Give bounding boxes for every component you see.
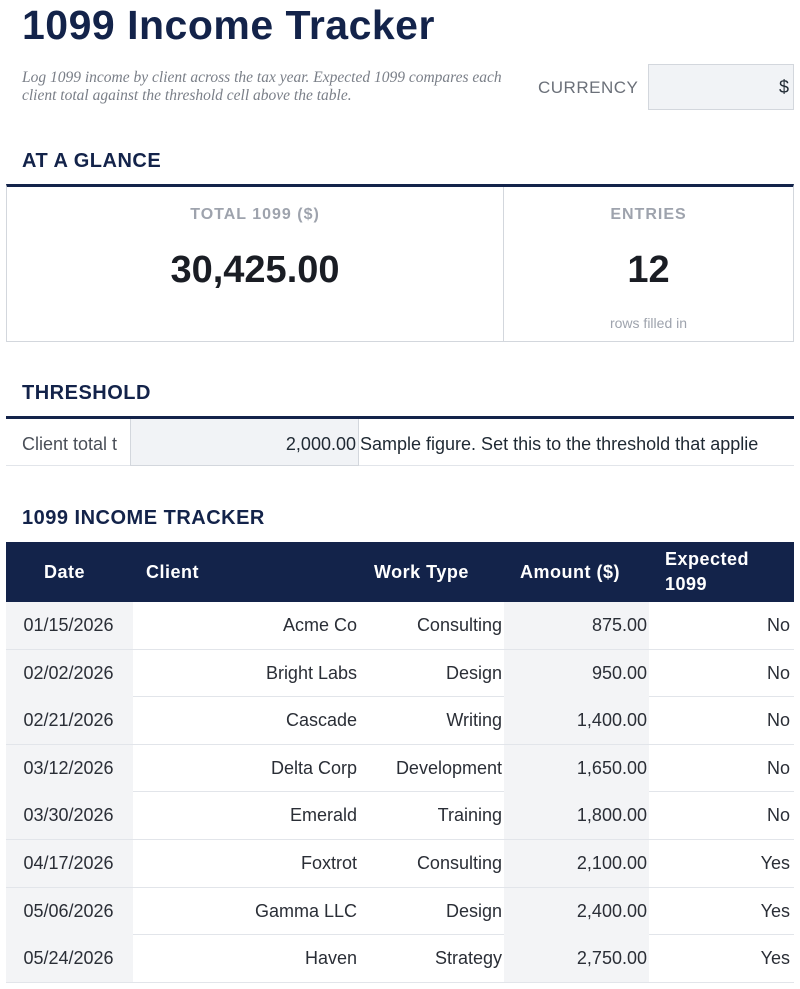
entries-card: [504, 187, 793, 342]
threshold-label: Client total t: [22, 434, 118, 454]
cell-date[interactable]: 03/12/2026: [6, 745, 133, 792]
threshold-row: [6, 416, 794, 466]
cell-amount[interactable]: 2,100.00: [504, 840, 649, 887]
cell-client[interactable]: Haven: [304, 948, 357, 969]
col-date-header[interactable]: Date: [44, 561, 86, 582]
cell-date[interactable]: 02/02/2026: [6, 650, 133, 697]
cell-work-type[interactable]: Consulting: [416, 615, 502, 635]
col-client-header[interactable]: Client: [146, 561, 200, 582]
table-row: [6, 935, 794, 983]
tracker-table: [6, 542, 794, 983]
col-amount-header[interactable]: Amount ($): [520, 561, 620, 582]
cell-client[interactable]: Gamma LLC: [254, 900, 357, 921]
cell-work-type[interactable]: Design: [445, 662, 502, 683]
cell-expected[interactable]: No: [766, 615, 790, 635]
table-row: [6, 602, 794, 650]
table-body: [6, 602, 794, 983]
cell-amount[interactable]: 2,750.00: [504, 935, 649, 982]
currency-input[interactable]: $: [648, 64, 794, 110]
tracker-heading: 1099 INCOME TRACKER: [22, 507, 265, 529]
cell-expected[interactable]: Yes: [760, 900, 790, 921]
cell-work-type[interactable]: Development: [395, 757, 502, 778]
cell-date[interactable]: 04/17/2026: [6, 840, 133, 887]
entries-value: 12: [627, 249, 670, 291]
cell-amount[interactable]: 1,800.00: [504, 792, 649, 839]
col-expected-header[interactable]: Expected 1099: [665, 549, 750, 594]
cell-expected[interactable]: Yes: [760, 948, 790, 969]
cell-work-type[interactable]: Design: [445, 900, 502, 921]
total-value: 30,425.00: [170, 249, 340, 291]
cell-work-type[interactable]: Strategy: [434, 948, 502, 969]
cell-work-type[interactable]: Training: [437, 805, 502, 826]
cell-expected[interactable]: Yes: [760, 852, 790, 873]
cell-date[interactable]: 01/15/2026: [6, 602, 133, 649]
cell-amount[interactable]: 950.00: [504, 650, 649, 697]
col-work-type-header[interactable]: Work Type: [374, 561, 469, 582]
total-label: TOTAL 1099 ($): [190, 206, 320, 223]
table-row: [6, 697, 794, 745]
table-header: [6, 542, 794, 602]
cell-expected[interactable]: No: [766, 757, 790, 778]
table-row: [6, 888, 794, 936]
currency-label: CURRENCY: [538, 78, 639, 97]
cell-work-type[interactable]: Consulting: [416, 852, 502, 873]
entries-sub: rows filled in: [609, 315, 688, 331]
total-card: [7, 187, 504, 342]
cell-date[interactable]: 05/24/2026: [6, 935, 133, 982]
entries-label: ENTRIES: [610, 206, 687, 223]
page-title: 1099 Income Tracker: [22, 2, 435, 48]
cell-amount[interactable]: 1,650.00: [504, 745, 649, 792]
page-description: Log 1099 income by client across the tax year. Expected 1099 compares each client total against the threshold cell above the table.: [22, 69, 502, 104]
cell-client[interactable]: Cascade: [285, 710, 357, 731]
table-row: [6, 792, 794, 840]
cell-amount[interactable]: 875.00: [504, 602, 649, 649]
table-row: [6, 650, 794, 698]
cell-expected[interactable]: No: [766, 710, 790, 731]
table-row: [6, 840, 794, 888]
cell-client[interactable]: Bright Labs: [265, 662, 357, 683]
threshold-input[interactable]: 2,000.00: [130, 419, 359, 466]
cell-work-type[interactable]: Writing: [446, 710, 502, 731]
cell-client[interactable]: Delta Corp: [270, 757, 357, 778]
cell-expected[interactable]: No: [766, 662, 790, 683]
threshold-heading: THRESHOLD: [22, 382, 151, 404]
cell-expected[interactable]: No: [766, 805, 790, 826]
cell-amount[interactable]: 1,400.00: [504, 697, 649, 744]
cell-date[interactable]: 03/30/2026: [6, 792, 133, 839]
threshold-note: Sample figure. Set this to the threshold that applie: [360, 434, 759, 454]
cell-date[interactable]: 05/06/2026: [6, 888, 133, 935]
table-row: [6, 745, 794, 793]
cell-client[interactable]: Emerald: [289, 805, 357, 826]
glance-heading: AT A GLANCE: [22, 150, 162, 172]
cell-amount[interactable]: 2,400.00: [504, 888, 649, 935]
cell-client[interactable]: Foxtrot: [300, 852, 357, 873]
cell-date[interactable]: 02/21/2026: [6, 697, 133, 744]
cell-client[interactable]: Acme Co: [282, 615, 357, 635]
glance-panel: [6, 184, 794, 342]
